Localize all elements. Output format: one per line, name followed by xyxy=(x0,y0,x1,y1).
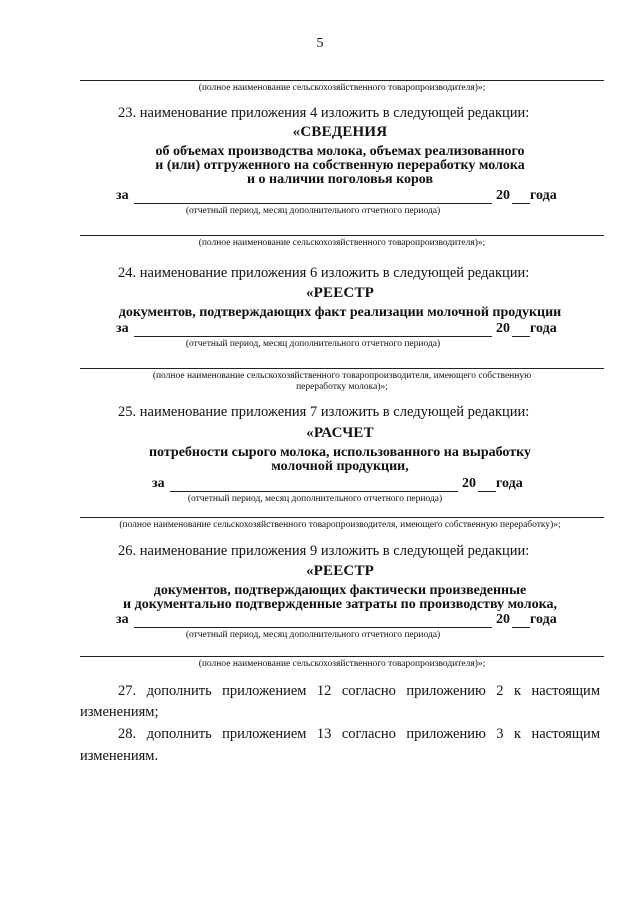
year-blank xyxy=(512,336,530,337)
section-25-title: «РАСЧЕТ xyxy=(306,425,374,441)
section-26-subtitle-2: и документально подтвержденные затраты по производству молока, xyxy=(123,597,557,612)
section-24-title: «РЕЕСТР xyxy=(305,285,375,301)
year-suffix: года xyxy=(530,612,557,627)
section-27-line-2: изменениям; xyxy=(80,704,159,720)
year-prefix: 20 xyxy=(462,476,476,491)
org-name-caption-1: (полное наименование сельскохозяйственного товаропроизводителя, имеющего собственную xyxy=(152,371,532,381)
year-suffix: года xyxy=(530,321,557,336)
year-prefix: 20 xyxy=(496,612,510,627)
section-23-title: «СВЕДЕНИЯ xyxy=(292,124,388,140)
year-blank xyxy=(512,627,530,628)
period-line xyxy=(134,203,492,204)
page-number: 5 xyxy=(316,36,324,51)
period-caption: (отчетный период, месяц дополнительного отчетного периода) xyxy=(187,494,443,504)
section-27-line-1: 27. дополнить приложением 12 согласно приложению 2 к настоящим xyxy=(118,683,600,699)
period-prefix: за xyxy=(116,321,129,336)
section-26-subtitle-1: документов, подтверждающих фактически произведенные xyxy=(153,583,527,598)
section-25-subtitle-2: молочной продукции, xyxy=(271,459,409,474)
year-suffix: года xyxy=(530,188,557,203)
section-23-heading: 23. наименование приложения 4 изложить в следующей редакции: xyxy=(118,105,530,121)
org-name-caption-2: переработку молока)»; xyxy=(296,382,388,392)
section-26-title: «РЕЕСТР xyxy=(305,563,375,579)
section-28-line-1: 28. дополнить приложением 13 согласно приложению 3 к настоящим xyxy=(118,726,600,742)
section-24-subtitle-1: документов, подтверждающих факт реализации молочной продукции xyxy=(118,305,562,320)
org-name-line xyxy=(80,368,604,369)
org-name-caption: (полное наименование сельскохозяйственного товаропроизводителя, имеющего собственную переработку)»; xyxy=(119,520,561,530)
section-23-subtitle-2: и (или) отгруженного на собственную переработку молока xyxy=(155,158,525,173)
period-line xyxy=(134,336,492,337)
period-caption: (отчетный период, месяц дополнительного отчетного периода) xyxy=(185,206,441,216)
section-24-heading: 24. наименование приложения 6 изложить в следующей редакции: xyxy=(118,265,530,281)
section-28-line-2: изменениям. xyxy=(80,748,159,764)
period-line xyxy=(170,491,458,492)
period-caption: (отчетный период, месяц дополнительного отчетного периода) xyxy=(185,630,441,640)
year-prefix: 20 xyxy=(496,321,510,336)
year-blank xyxy=(512,203,530,204)
org-name-caption: (полное наименование сельскохозяйственного товаропроизводителя)»; xyxy=(198,83,486,93)
year-blank xyxy=(478,491,496,492)
year-prefix: 20 xyxy=(496,188,510,203)
org-name-caption: (полное наименование сельскохозяйственного товаропроизводителя)»; xyxy=(198,659,486,669)
section-26-heading: 26. наименование приложения 9 изложить в следующей редакции: xyxy=(118,543,530,559)
section-25-heading: 25. наименование приложения 7 изложить в следующей редакции: xyxy=(118,404,530,420)
year-suffix: года xyxy=(496,476,523,491)
org-name-line xyxy=(80,235,604,236)
section-23-subtitle-3: и о наличии поголовья коров xyxy=(246,172,434,187)
section-25-subtitle-1: потребности сырого молока, использованного на выработку xyxy=(148,445,531,460)
period-line xyxy=(134,627,492,628)
period-caption: (отчетный период, месяц дополнительного отчетного периода) xyxy=(185,339,441,349)
org-name-line xyxy=(80,517,604,518)
org-name-line xyxy=(80,80,604,81)
org-name-line xyxy=(80,656,604,657)
period-prefix: за xyxy=(152,476,165,491)
period-prefix: за xyxy=(116,188,129,203)
period-prefix: за xyxy=(116,612,129,627)
org-name-caption: (полное наименование сельскохозяйственного товаропроизводителя)»; xyxy=(198,238,486,248)
section-23-subtitle-1: об объемах производства молока, объемах реализованного xyxy=(155,144,525,159)
